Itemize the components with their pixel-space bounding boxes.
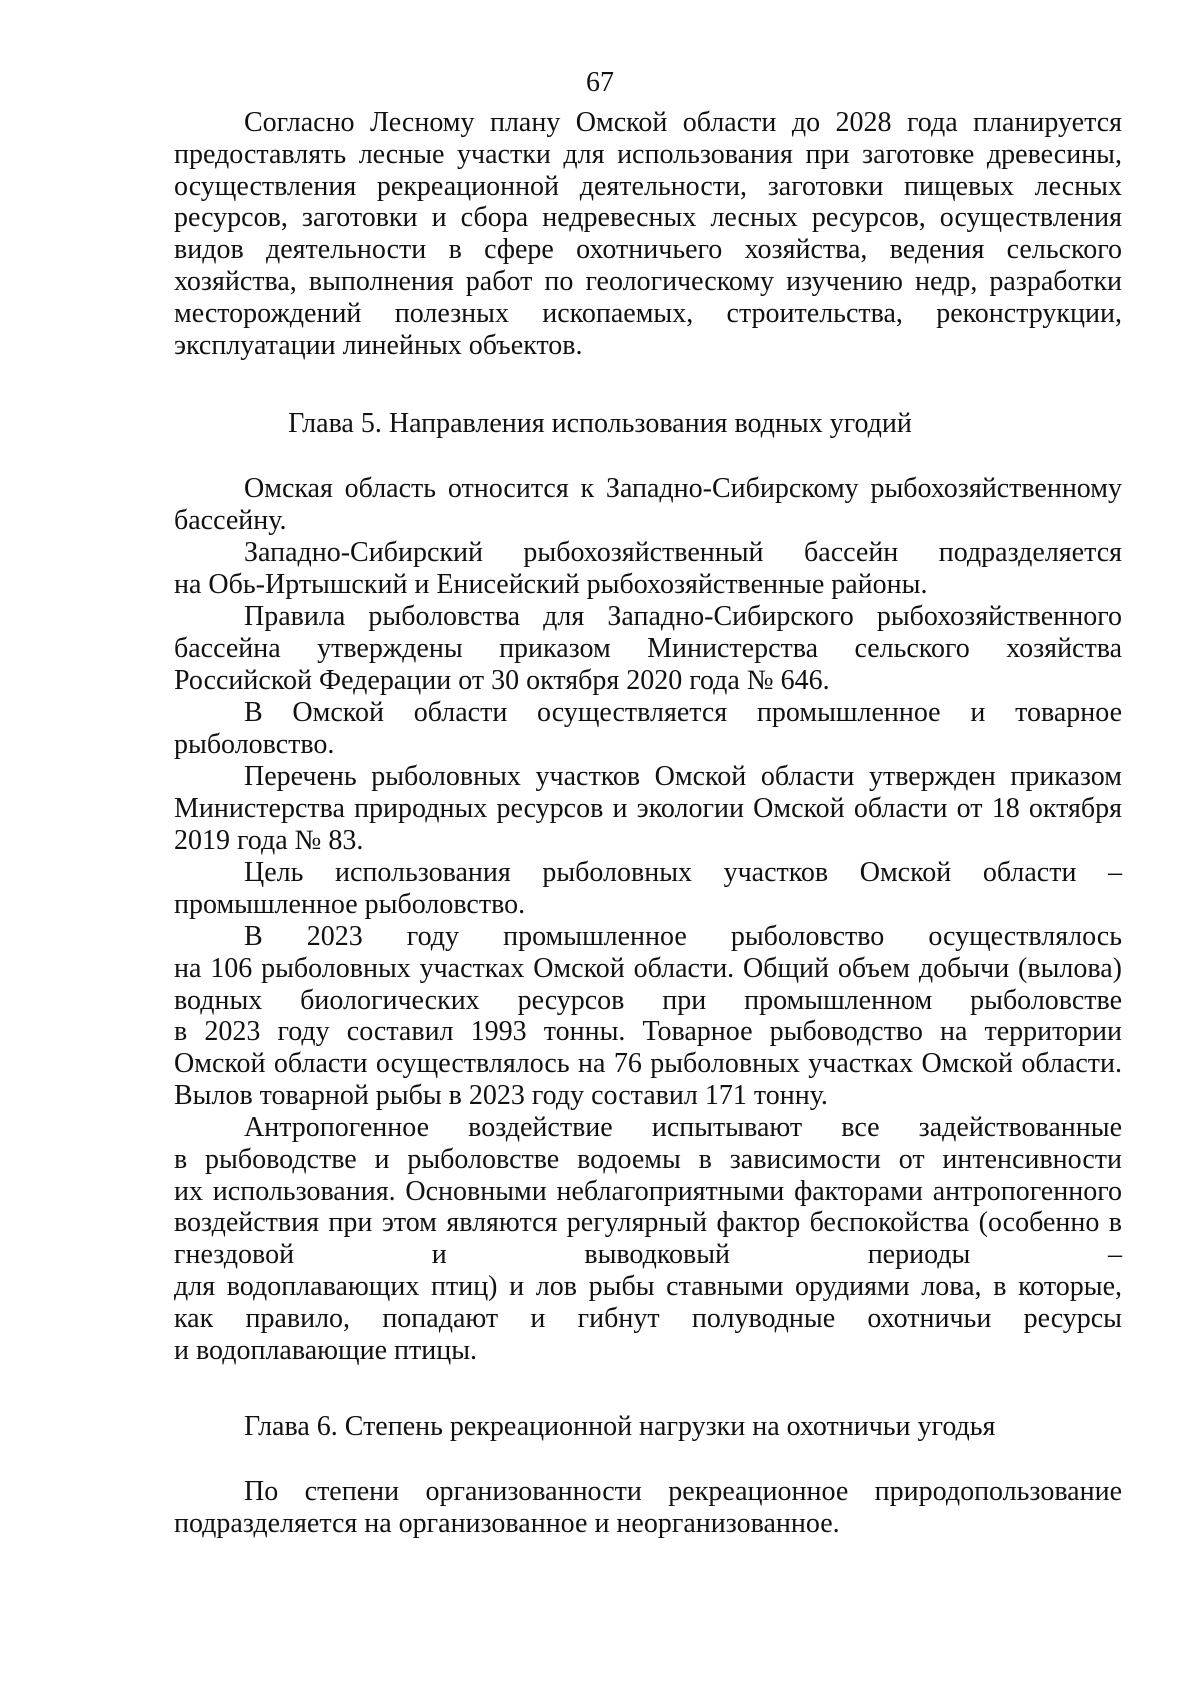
text-line: Правила рыболовства для Западно-Сибирского рыбохозяйственного	[244, 601, 1122, 632]
paragraph-recreation	[174, 1476, 1122, 1540]
text-line: как правило, попадают и гибнут полуводные охотничьи ресурсы	[174, 1302, 1122, 1334]
text-line: В Омской области осуществляется промышленное и товарное	[244, 697, 1122, 728]
text-line: 2019 года № 83.	[174, 824, 364, 856]
text-line: Вылов товарной рыбы в 2023 году составил 171 тонну.	[174, 1079, 828, 1111]
text-line: в рыбоводстве и рыболовстве водоемы в зависимости от интенсивности	[174, 1143, 1122, 1175]
text-line: видов деятельности в сфере охотничьего хозяйства, ведения сельского	[174, 234, 1122, 266]
text-line: воздействия при этом являются регулярный фактор беспокойства (особенно в	[174, 1207, 1122, 1239]
chapter-5-heading: Глава 5. Направления использования водных угодий	[288, 408, 912, 439]
text-line: на 106 рыболовных участках Омской области. Общий объем добычи (вылова)	[174, 952, 1122, 984]
text-line: бассейну.	[174, 504, 287, 536]
text-line: рыболовство.	[174, 728, 335, 760]
paragraph-basin	[174, 473, 1122, 537]
text-line: Министерства природных ресурсов и экологии Омской области от 18 октября	[174, 792, 1122, 824]
text-line: осуществления рекреационной деятельности, заготовки пищевых лесных	[174, 170, 1122, 202]
text-line: По степени организованности рекреационное природопользование	[244, 1476, 1122, 1507]
paragraph-fishing-2023	[174, 921, 1122, 1112]
text-line: Цель использования рыболовных участков Омской области –	[244, 857, 1122, 888]
text-line: водных биологических ресурсов при промышленном рыболовстве	[174, 984, 1122, 1016]
text-line: на Обь-Иртышский и Енисейский рыбохозяйственные районы.	[174, 568, 928, 600]
paragraph-forest-plan	[174, 107, 1122, 361]
page-number: 67	[586, 67, 614, 98]
text-line: для водоплавающих птиц) и лов рыбы ставными орудиями лова, в которые,	[174, 1270, 1122, 1302]
text-line: в 2023 году составил 1993 тонны. Товарное рыбоводство на территории	[174, 1016, 1122, 1048]
text-line: ресурсов, заготовки и сбора недревесных лесных ресурсов, осуществления	[174, 202, 1122, 234]
paragraph-fishing-areas-list	[174, 761, 1122, 856]
text-line: Западно-Сибирский рыбохозяйственный бассейн подразделяется	[244, 537, 1122, 568]
text-line: предоставлять лесные участки для использования при заготовке древесины,	[174, 138, 1122, 170]
text-line: гнездовой и выводковый периоды –	[174, 1239, 1122, 1271]
text-line: хозяйства, выполнения работ по геологическому изучению недр, разработки	[174, 265, 1122, 297]
chapter-6-heading: Глава 6. Степень рекреационной нагрузки на охотничьи угодья	[244, 1411, 996, 1442]
text-line: Согласно Лесному плану Омской области до 2028 года планируется	[244, 107, 1122, 138]
text-line: месторождений полезных ископаемых, строительства, реконструкции,	[174, 297, 1122, 329]
text-line: бассейна утверждены приказом Министерства сельского хозяйства	[174, 632, 1122, 664]
text-line: В 2023 году промышленное рыболовство осуществлялось	[244, 921, 1122, 952]
paragraph-anthropogenic-impact	[174, 1112, 1122, 1366]
text-line: Российской Федерации от 30 октября 2020 года № 646.	[174, 664, 830, 696]
text-line: их использования. Основными неблагоприятными факторами антропогенного	[174, 1175, 1122, 1207]
paragraph-fishing-rules	[174, 601, 1122, 696]
text-line: и водоплавающие птицы.	[174, 1334, 478, 1366]
text-line: промышленное рыболовство.	[174, 888, 526, 920]
text-line: Перечень рыболовных участков Омской области утвержден приказом	[244, 761, 1122, 792]
paragraph-basin-division	[174, 537, 1122, 601]
paragraph-fishing-types	[174, 697, 1122, 761]
paragraph-fishing-purpose	[174, 857, 1122, 921]
text-line: Омская область относится к Западно-Сибирскому рыбохозяйственному	[244, 473, 1122, 504]
text-line: Омской области осуществлялось на 76 рыболовных участках Омской области.	[174, 1048, 1122, 1080]
text-line: Антропогенное воздействие испытывают все задействованные	[244, 1112, 1122, 1143]
text-line: подразделяется на организованное и неорганизованное.	[174, 1507, 840, 1539]
text-line: эксплуатации линейных объектов.	[174, 329, 583, 361]
